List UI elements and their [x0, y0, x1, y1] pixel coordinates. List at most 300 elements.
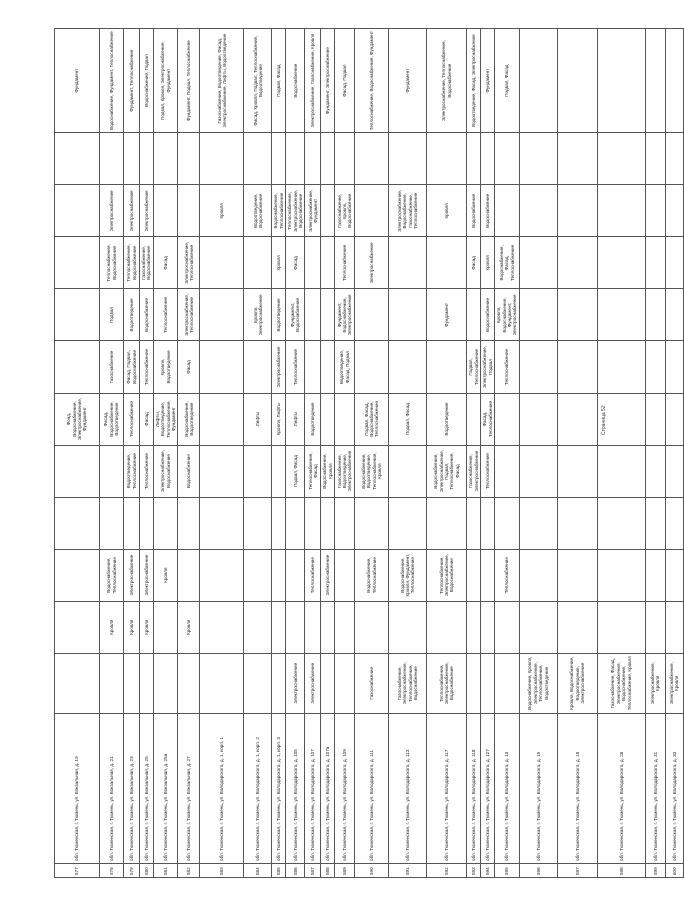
work-type-cell [597, 29, 645, 133]
work-type-cell: Кровля, Электроснабжение [244, 289, 272, 341]
work-type-cell: Кровля [124, 601, 140, 653]
work-type-cell: Электроснабжение [355, 237, 389, 289]
work-type-cell: Электроснабжение [321, 549, 335, 601]
table-row [178, 29, 200, 878]
work-type-cell [645, 601, 665, 653]
work-type-cell [100, 133, 124, 185]
work-type-cell: Водоотведение, Фасад, Электроснабжение [467, 29, 481, 133]
work-type-cell [495, 445, 520, 497]
work-type-cell [200, 289, 244, 341]
work-type-cell [321, 289, 335, 341]
work-type-cell: Электроснабжение, Теплоснабжение [178, 289, 200, 341]
work-type-cell: Кровля [200, 185, 244, 237]
work-type-cell: Кровля [178, 601, 200, 653]
work-type-cell [200, 393, 244, 445]
work-type-cell [519, 549, 557, 601]
work-type-cell [597, 601, 645, 653]
address-cell: обл. Тюменская, г. Тюмень, ул. Вокзальная, д. 21 [100, 713, 124, 863]
work-type-cell [100, 445, 124, 497]
work-type-cell: Водоснабжение [481, 289, 495, 341]
work-type-cell [55, 185, 100, 237]
work-type-cell [519, 237, 557, 289]
table-row [389, 29, 427, 878]
work-type-cell [597, 341, 645, 393]
address-cell: обл. Тюменская, г. Тюмень, ул. Володарского, д. 31 [645, 713, 665, 863]
work-type-cell [597, 497, 645, 549]
work-type-cell [645, 29, 665, 133]
row-number-cell: 584 [244, 863, 272, 877]
work-type-cell [389, 237, 427, 289]
work-type-cell: Фасад, Водоснабжение, Водоотведение [100, 393, 124, 445]
work-type-cell: Водоснабжение, Кровля [321, 445, 335, 497]
work-type-cell [305, 601, 321, 653]
work-type-cell [557, 393, 597, 445]
work-type-cell [305, 497, 321, 549]
work-type-cell: Фасад [467, 237, 481, 289]
work-type-cell: Водоснабжение [286, 29, 305, 133]
address-cell: обл. Тюменская, г. Тюмень, ул. Володарского, д. 1, корп. 2 [244, 713, 272, 863]
work-type-cell: Электроснабжение, Водоснабжение, Газоснабжение, Теплоснабжение [389, 185, 427, 237]
work-type-cell [286, 549, 305, 601]
work-type-cell [178, 549, 200, 601]
page-footer: Страница 52 [601, 405, 607, 435]
work-type-cell [200, 341, 244, 393]
work-type-cell: Фундамент [55, 29, 100, 133]
work-type-cell [665, 237, 683, 289]
work-type-cell: Фасад [178, 341, 200, 393]
work-type-cell [467, 497, 481, 549]
work-type-cell: Теплоснабжение, Водоснабжение, Фундамент [355, 29, 389, 133]
work-type-cell [665, 133, 683, 185]
work-type-cell [467, 653, 481, 713]
work-type-cell [389, 601, 427, 653]
work-type-cell: Теплоснабжение [495, 341, 520, 393]
work-type-cell [665, 185, 683, 237]
work-type-cell [519, 393, 557, 445]
work-type-cell [55, 601, 100, 653]
address-cell: обл. Тюменская, г. Тюмень, ул. Вокзальная, д. 25а [153, 713, 178, 863]
work-type-cell: Электроснабжение, Подвал [481, 341, 495, 393]
work-type-cell [645, 549, 665, 601]
work-type-cell [519, 133, 557, 185]
work-type-cell [665, 601, 683, 653]
work-type-cell [645, 393, 665, 445]
work-type-cell: Теплоснабжение [140, 445, 154, 497]
work-type-cell: Электроснабжение, Водоснабжение [153, 445, 178, 497]
work-type-cell: Электроснабжение [272, 341, 286, 393]
row-number-cell: 583 [200, 863, 244, 877]
work-type-cell [200, 497, 244, 549]
work-type-cell [100, 497, 124, 549]
work-type-cell [495, 653, 520, 713]
work-type-cell [355, 133, 389, 185]
work-type-cell: Водоснабжение, Электроснабжение, Подвал, Теплоснабжение, Фасад [427, 445, 467, 497]
table-row [244, 29, 272, 878]
row-number-cell: 595 [495, 863, 520, 877]
work-type-cell: Водоснабжение, Кровля, Фундамент, Теплоснабжение [389, 549, 427, 601]
work-type-cell: Теплоснабжение [140, 341, 154, 393]
table-row [645, 29, 665, 878]
work-type-cell: Подвал [100, 289, 124, 341]
work-type-cell [178, 653, 200, 713]
row-number-cell: 582 [178, 863, 200, 877]
work-type-cell [481, 133, 495, 185]
work-type-cell: Теплоснабжение [153, 289, 178, 341]
work-type-cell [495, 185, 520, 237]
work-type-cell [519, 29, 557, 133]
address-cell: обл. Тюменская, г. Тюмень, ул. Володарского, д. 107 [305, 713, 321, 863]
work-type-cell [557, 497, 597, 549]
row-number-cell: 593 [467, 863, 481, 877]
work-type-cell: Кровля, Лифты [272, 393, 286, 445]
work-type-cell [124, 653, 140, 713]
work-type-cell [645, 237, 665, 289]
work-type-cell: Подвал, Фасад [495, 29, 520, 133]
work-type-cell [519, 289, 557, 341]
work-type-cell [140, 653, 154, 713]
work-type-cell: Подвал, Кровля, Электроснабжение, Фундамент [153, 29, 178, 133]
work-type-cell [272, 133, 286, 185]
work-type-cell [153, 185, 178, 237]
work-type-cell: Электроснабжение, Теплоснабжение, Водоснабжение [427, 29, 467, 133]
work-type-cell: Теплоснабжение, Электроснабжение, Водоснабжение [427, 549, 467, 601]
address-cell: обл. Тюменская, г. Тюмень, ул. Вокзальная, д. 19 [55, 713, 100, 863]
row-number-cell: 587 [305, 863, 321, 877]
work-type-cell: Фасад, Подвал [335, 29, 355, 133]
address-cell: обл. Тюменская, г. Тюмень, ул. Володарского, д. 1, корп. 3 [272, 713, 286, 863]
work-type-cell [481, 601, 495, 653]
work-type-cell: Лифты, Водоотведение, Теплоснабжение, Фундамент [153, 393, 178, 445]
address-cell: обл. Тюменская, г. Тюмень, ул. Володарского, д. 13 [495, 713, 520, 863]
work-type-cell: Водоотведение [272, 289, 286, 341]
work-type-cell: Электроснабжение [100, 185, 124, 237]
work-type-cell: Водоотведение, Теплоснабжение [124, 445, 140, 497]
work-type-cell [335, 393, 355, 445]
work-type-cell [481, 653, 495, 713]
work-type-cell [55, 289, 100, 341]
work-type-cell [665, 497, 683, 549]
work-type-cell [557, 289, 597, 341]
work-type-cell: Электроснабжение, Газоснабжение, Кровля [305, 29, 321, 133]
work-type-cell [55, 549, 100, 601]
work-type-cell: Водоснабжение, Водоотведение [178, 393, 200, 445]
work-type-cell [124, 133, 140, 185]
work-type-cell [200, 549, 244, 601]
work-type-cell [153, 653, 178, 713]
work-type-cell [355, 601, 389, 653]
table-row [272, 29, 286, 878]
row-number-cell: 585 [272, 863, 286, 877]
work-type-cell [244, 653, 272, 713]
work-type-cell [557, 601, 597, 653]
table-row [467, 29, 481, 878]
work-type-cell [140, 133, 154, 185]
work-type-cell: Водоснабжение [467, 185, 481, 237]
work-type-cell [597, 549, 645, 601]
work-type-cell [597, 185, 645, 237]
work-type-cell [645, 497, 665, 549]
work-type-cell [557, 549, 597, 601]
address-cell: обл. Тюменская, г. Тюмень, ул. Володарского, д. 15 [519, 713, 557, 863]
work-type-cell [519, 185, 557, 237]
table-row [597, 29, 645, 878]
work-type-cell [389, 341, 427, 393]
address-cell: обл. Тюменская, г. Тюмень, ул. Володарского, д. 117 [427, 713, 467, 863]
work-type-cell [467, 289, 481, 341]
table-row [124, 29, 140, 878]
row-number-cell: 579 [124, 863, 140, 877]
work-type-cell [389, 445, 427, 497]
work-type-cell: Фундамент, Теплоснабжение [124, 29, 140, 133]
work-type-cell [389, 133, 427, 185]
work-type-cell [55, 653, 100, 713]
work-type-cell: Лифты [286, 393, 305, 445]
work-type-cell [355, 185, 389, 237]
work-type-cell: Кровля [100, 601, 124, 653]
address-cell: обл. Тюменская, г. Тюмень, ул. Володарского, д. 109 [335, 713, 355, 863]
work-type-cell [153, 497, 178, 549]
work-type-cell [645, 289, 665, 341]
work-type-cell [597, 445, 645, 497]
address-cell: обл. Тюменская, г. Тюмень, ул. Володарского, д. 127 [481, 713, 495, 863]
work-type-cell: Подвал, Фасад [286, 445, 305, 497]
work-type-cell: Водоснабжение, Теплоснабжение [355, 549, 389, 601]
work-type-cell: Теплоснабжение, Фасад [305, 445, 321, 497]
work-type-cell: Теплоснабжение [481, 445, 495, 497]
work-type-cell [645, 133, 665, 185]
table-row [100, 29, 124, 878]
row-number-cell: 598 [597, 863, 645, 877]
work-type-cell [335, 601, 355, 653]
work-type-cell: Водоснабжение, Теплоснабжение [100, 549, 124, 601]
work-type-cell [597, 133, 645, 185]
work-type-cell: Кровля, Водоснабжение, Фундамент, Электроснабжение [495, 289, 520, 341]
work-type-cell: Электроснабжение, Кровля [645, 653, 665, 713]
work-type-cell: Газоснабжение [355, 653, 389, 713]
work-type-cell: Электроснабжение, Кровля [665, 653, 683, 713]
table-row [286, 29, 305, 878]
table-row [557, 29, 597, 878]
work-type-cell: Подвал, Фасад [272, 29, 286, 133]
work-type-cell [665, 393, 683, 445]
work-type-cell: Водоснабжение [178, 445, 200, 497]
work-type-cell [519, 341, 557, 393]
work-type-cell: Водоснабжение, Подвал [140, 29, 154, 133]
work-type-cell [335, 497, 355, 549]
work-type-cell: Водоснабжение [481, 185, 495, 237]
work-type-cell: Электроснабжение [286, 653, 305, 713]
work-type-cell: Газоснабжение, Водоотведение, Электроснабжение [335, 445, 355, 497]
work-type-cell: Фундамент, Подвал, Теплоснабжение [178, 29, 200, 133]
work-type-cell: Электроснабжение [140, 185, 154, 237]
work-type-cell: Кровля [153, 549, 178, 601]
work-type-cell [665, 549, 683, 601]
work-type-cell: Электроснабжение [140, 549, 154, 601]
work-type-cell [244, 341, 272, 393]
work-type-cell [557, 185, 597, 237]
work-type-cell [244, 549, 272, 601]
work-type-cell [597, 237, 645, 289]
work-type-cell: Теплоснабжение [124, 393, 140, 445]
work-type-cell [178, 133, 200, 185]
work-type-cell [467, 549, 481, 601]
row-number-cell: 589 [335, 863, 355, 877]
work-type-cell [467, 601, 481, 653]
work-type-cell: Газоснабжение, Электроснабжение [467, 445, 481, 497]
work-type-cell [200, 653, 244, 713]
work-type-cell: Водоотведение [305, 393, 321, 445]
work-type-cell: Фундамент, Водоснабжение, Электроснабжение [335, 289, 355, 341]
work-type-cell [244, 601, 272, 653]
row-number-cell: 578 [100, 863, 124, 877]
work-type-cell [427, 601, 467, 653]
work-type-cell [178, 497, 200, 549]
address-cell: обл. Тюменская, г. Тюмень, ул. Вокзальная, д. 25 [140, 713, 154, 863]
work-type-cell [519, 497, 557, 549]
address-cell: обл. Тюменская, г. Тюмень, ул. Вокзальная, д. 27 [178, 713, 200, 863]
work-type-cell [665, 289, 683, 341]
work-type-cell [427, 133, 467, 185]
work-type-cell [55, 445, 100, 497]
row-number-cell: 597 [557, 863, 597, 877]
row-number-cell: 588 [321, 863, 335, 877]
work-type-cell: Теплоснабжение, Электроснабжение, Водоснабжение [427, 653, 467, 713]
address-cell: обл. Тюменская, г. Тюмень, ул. Володарского, д. 118 [467, 713, 481, 863]
address-cell: обл. Тюменская, г. Тюмень, ул. Володарского, д. 111 [355, 713, 389, 863]
work-type-cell [272, 497, 286, 549]
work-type-cell [321, 341, 335, 393]
work-type-cell: Фундамент [389, 29, 427, 133]
work-type-cell [321, 653, 335, 713]
address-cell: обл. Тюменская, г. Тюмень, ул. Вокзальная, д. 23 [124, 713, 140, 863]
work-type-cell: Газоснабжение, Фасад, Электроснабжение, Водоснабжение, Теплоснабжение, Кровля [597, 653, 645, 713]
work-type-cell [645, 445, 665, 497]
work-type-cell [495, 497, 520, 549]
work-type-cell: Теплоснабжение [286, 341, 305, 393]
work-type-cell [200, 601, 244, 653]
work-type-cell: Фасад, Подвал, Водоснабжение [124, 341, 140, 393]
work-type-cell [272, 653, 286, 713]
work-type-cell: Водоснабжение, Водоотведение, Теплоснабжение, Кровля [355, 445, 389, 497]
table-row [55, 29, 100, 878]
work-type-cell [321, 497, 335, 549]
work-type-cell: Водоснабжение [140, 289, 154, 341]
work-type-cell: Газоснабжение, Водоснабжение [140, 237, 154, 289]
work-type-cell: Фундамент [481, 29, 495, 133]
work-type-cell: Фасад, Кровля, Подвал, Теплоснабжение, Водоотведение [244, 29, 272, 133]
work-type-cell [286, 601, 305, 653]
work-type-cell: Кровля [427, 185, 467, 237]
work-type-cell: Кровля [272, 237, 286, 289]
work-type-cell [153, 133, 178, 185]
table-row [495, 29, 520, 878]
work-type-cell [272, 601, 286, 653]
work-type-cell [244, 133, 272, 185]
work-type-cell [557, 341, 597, 393]
work-type-cell [427, 497, 467, 549]
work-type-cell: Водоснабжение, Фундамент, Теплоснабжение [100, 29, 124, 133]
address-cell: обл. Тюменская, г. Тюмень, ул. Володарского, д. 28 [597, 713, 645, 863]
work-type-cell [321, 133, 335, 185]
work-type-cell [427, 341, 467, 393]
table-row [665, 29, 683, 878]
table-row [305, 29, 321, 878]
work-type-cell [200, 445, 244, 497]
work-type-cell [244, 497, 272, 549]
address-cell: обл. Тюменская, г. Тюмень, ул. Володарского, д. 18 [557, 713, 597, 863]
work-type-cell: Фундамент, Водоснабжение [286, 289, 305, 341]
table-row [355, 29, 389, 878]
row-number-cell: 594 [481, 863, 495, 877]
work-type-cell: Теплоснабжение [495, 549, 520, 601]
table-row [427, 29, 467, 878]
work-type-cell: Кровля [481, 237, 495, 289]
work-type-cell [140, 497, 154, 549]
work-type-cell [355, 289, 389, 341]
work-type-cell [244, 237, 272, 289]
work-type-cell: Теплоснабжение, Водоснабжение [100, 237, 124, 289]
row-number-cell: 596 [519, 863, 557, 877]
work-type-cell [665, 29, 683, 133]
work-type-cell: Электроснабжение [124, 185, 140, 237]
table-row [519, 29, 557, 878]
work-type-cell [244, 445, 272, 497]
work-type-cell: Фундамент [427, 289, 467, 341]
row-number-cell: 590 [355, 863, 389, 877]
work-type-cell: Кровля, Водоснабжение, Водоотведение, Электроснабжение [557, 653, 597, 713]
work-type-cell [153, 601, 178, 653]
work-type-cell [519, 445, 557, 497]
work-type-cell [645, 185, 665, 237]
work-type-cell: Электроснабжение, Теплоснабжение [178, 237, 200, 289]
work-type-cell: Газоснабжение, Электроснабжение, Теплоснабжение, Водоснабжение [389, 653, 427, 713]
work-type-cell [124, 497, 140, 549]
work-type-cell [481, 497, 495, 549]
work-type-cell [286, 133, 305, 185]
address-cell: обл. Тюменская, г. Тюмень, ул. Володарского, д. 113 [389, 713, 427, 863]
work-type-cell [481, 549, 495, 601]
table-row [481, 29, 495, 878]
work-type-cell: Теплоснабжение, Электроснабжение, Водоснабжение [286, 185, 305, 237]
work-type-cell [389, 497, 427, 549]
work-type-cell [557, 133, 597, 185]
repair-schedule-table [54, 28, 684, 878]
work-type-cell [305, 237, 321, 289]
work-type-cell [321, 601, 335, 653]
table-row [200, 29, 244, 878]
table-row [335, 29, 355, 878]
work-type-cell [55, 497, 100, 549]
work-type-cell [321, 185, 335, 237]
work-type-cell [321, 237, 335, 289]
work-type-cell [427, 237, 467, 289]
work-type-cell [286, 497, 305, 549]
work-type-cell [55, 133, 100, 185]
row-number-cell: 591 [389, 863, 427, 877]
work-type-cell: Фасад [153, 237, 178, 289]
work-type-cell [597, 289, 645, 341]
work-type-cell [321, 393, 335, 445]
work-type-cell [355, 341, 389, 393]
work-type-cell [495, 133, 520, 185]
work-type-cell [645, 341, 665, 393]
work-type-cell: Теплоснабжение [305, 549, 321, 601]
work-type-cell: Подвал, Теплоснабжение [467, 341, 481, 393]
work-type-cell [557, 445, 597, 497]
work-type-cell: Водоотведение [124, 289, 140, 341]
work-type-cell [665, 445, 683, 497]
work-type-cell [467, 133, 481, 185]
